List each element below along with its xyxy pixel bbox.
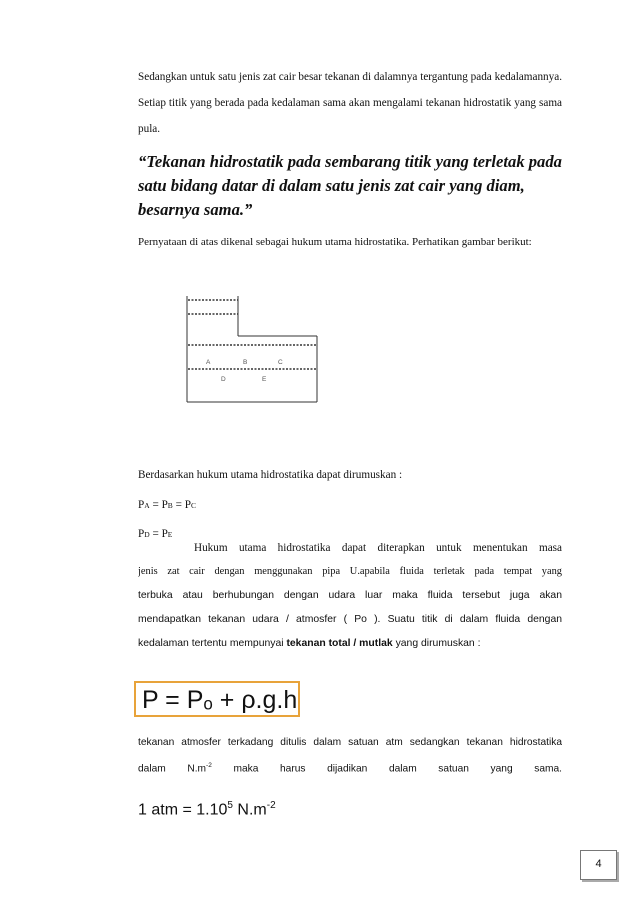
- eq1-sub-b: B: [167, 501, 173, 510]
- eq2-sub-e: E: [167, 530, 173, 539]
- eq1-equals-2: =: [172, 499, 185, 511]
- absolute-pressure-formula: P = Pₒ + ρ.g.h: [142, 686, 298, 714]
- point-d-label: D: [221, 376, 226, 383]
- vessel-diagram: [186, 296, 318, 408]
- p3-line-5-pre: kedalaman tertentu mempunyai: [138, 638, 287, 649]
- eq2-sub-d: D: [144, 530, 150, 539]
- p3-line-3: terbuka atau berhubungan dengan udara luar maka fluida tersebut juga akan: [138, 590, 562, 601]
- p3-line-2: [138, 560, 562, 584]
- p4-line-2-pre: dalam N.m: [138, 763, 207, 775]
- equation-pa-pb-pc: [138, 499, 196, 511]
- eq1-sub-a: A: [144, 501, 150, 510]
- eq2-p2: P: [161, 528, 168, 540]
- p4-line-2-post: maka harus dijadikan dalam satuan yang sama.: [211, 763, 562, 775]
- eq1-p1: P: [138, 499, 145, 511]
- p3-total-pressure-term: tekanan total / mutlak: [286, 638, 393, 649]
- p4-line-2: [138, 754, 562, 780]
- paragraph-u-tube: [138, 536, 562, 656]
- paragraph-pressure-depth: Sedangkan untuk satu jenis zat cair besar tekanan di dalamnya tergantung pada kedalamannya. Setiap titik yang berada pada kedalaman sama akan mengalami tekanan hidrostatik yang sama pula.: [138, 71, 562, 135]
- point-c-label: C: [278, 359, 283, 366]
- paragraph-atm-unit: [138, 731, 562, 780]
- point-b-label: B: [243, 359, 248, 366]
- page-number-box: [580, 850, 617, 880]
- p4-unit-exponent: -2: [206, 762, 212, 769]
- p4-line-1: tekanan atmosfer terkadang ditulis dalam satuan atm sedangkan tekanan hidrostatika: [138, 737, 562, 748]
- law-quote: “Tekanan hidrostatik pada sembarang titik yang terletak pada satu bidang datar di dalam satu jenis zat cair yang diam, besarnya sama.”: [138, 152, 562, 219]
- p3-line-1: Hukum utama hidrostatika dapat diterapkan untuk menentukan masa: [194, 542, 562, 554]
- hydrostatic-vessel-figure: [186, 296, 318, 408]
- point-e-label: E: [262, 376, 267, 383]
- eq2-p1: P: [138, 528, 145, 540]
- point-a-label: A: [206, 359, 211, 366]
- paragraph-law-intro: Pernyataan di atas dikenal sebagai hukum utama hidrostatika. Perhatikan gambar berikut:: [138, 236, 532, 248]
- atm-conversion-base: 1 atm = 1.10: [138, 801, 228, 819]
- eq1-p2: P: [161, 499, 168, 511]
- atm-conversion: [138, 800, 276, 819]
- p3-line-4: mendapatkan tekanan udara / atmosfer ( Po ). Suatu titik di dalam fluida dengan: [138, 614, 562, 625]
- p3-line-5: [138, 632, 562, 656]
- page-number: 4: [595, 858, 602, 870]
- eq1-p3: P: [184, 499, 191, 511]
- atm-conversion-unit: N.m: [232, 801, 267, 819]
- atm-conversion-exp2: -2: [266, 800, 276, 811]
- atm-conversion-exp1: 5: [227, 800, 233, 811]
- eq2-equals: =: [149, 528, 162, 540]
- eq1-equals: =: [149, 499, 162, 511]
- formula-intro: Berdasarkan hukum utama hidrostatika dapat dirumuskan :: [138, 469, 403, 481]
- p3-line-2-text: jenis zat cair dengan menggunakan pipa U.apabila fluida terletak pada tempat yang: [138, 566, 562, 577]
- p3-line-5-post: yang dirumuskan :: [392, 638, 481, 649]
- eq1-sub-c: C: [190, 501, 196, 510]
- absolute-pressure-formula-box: [134, 681, 300, 717]
